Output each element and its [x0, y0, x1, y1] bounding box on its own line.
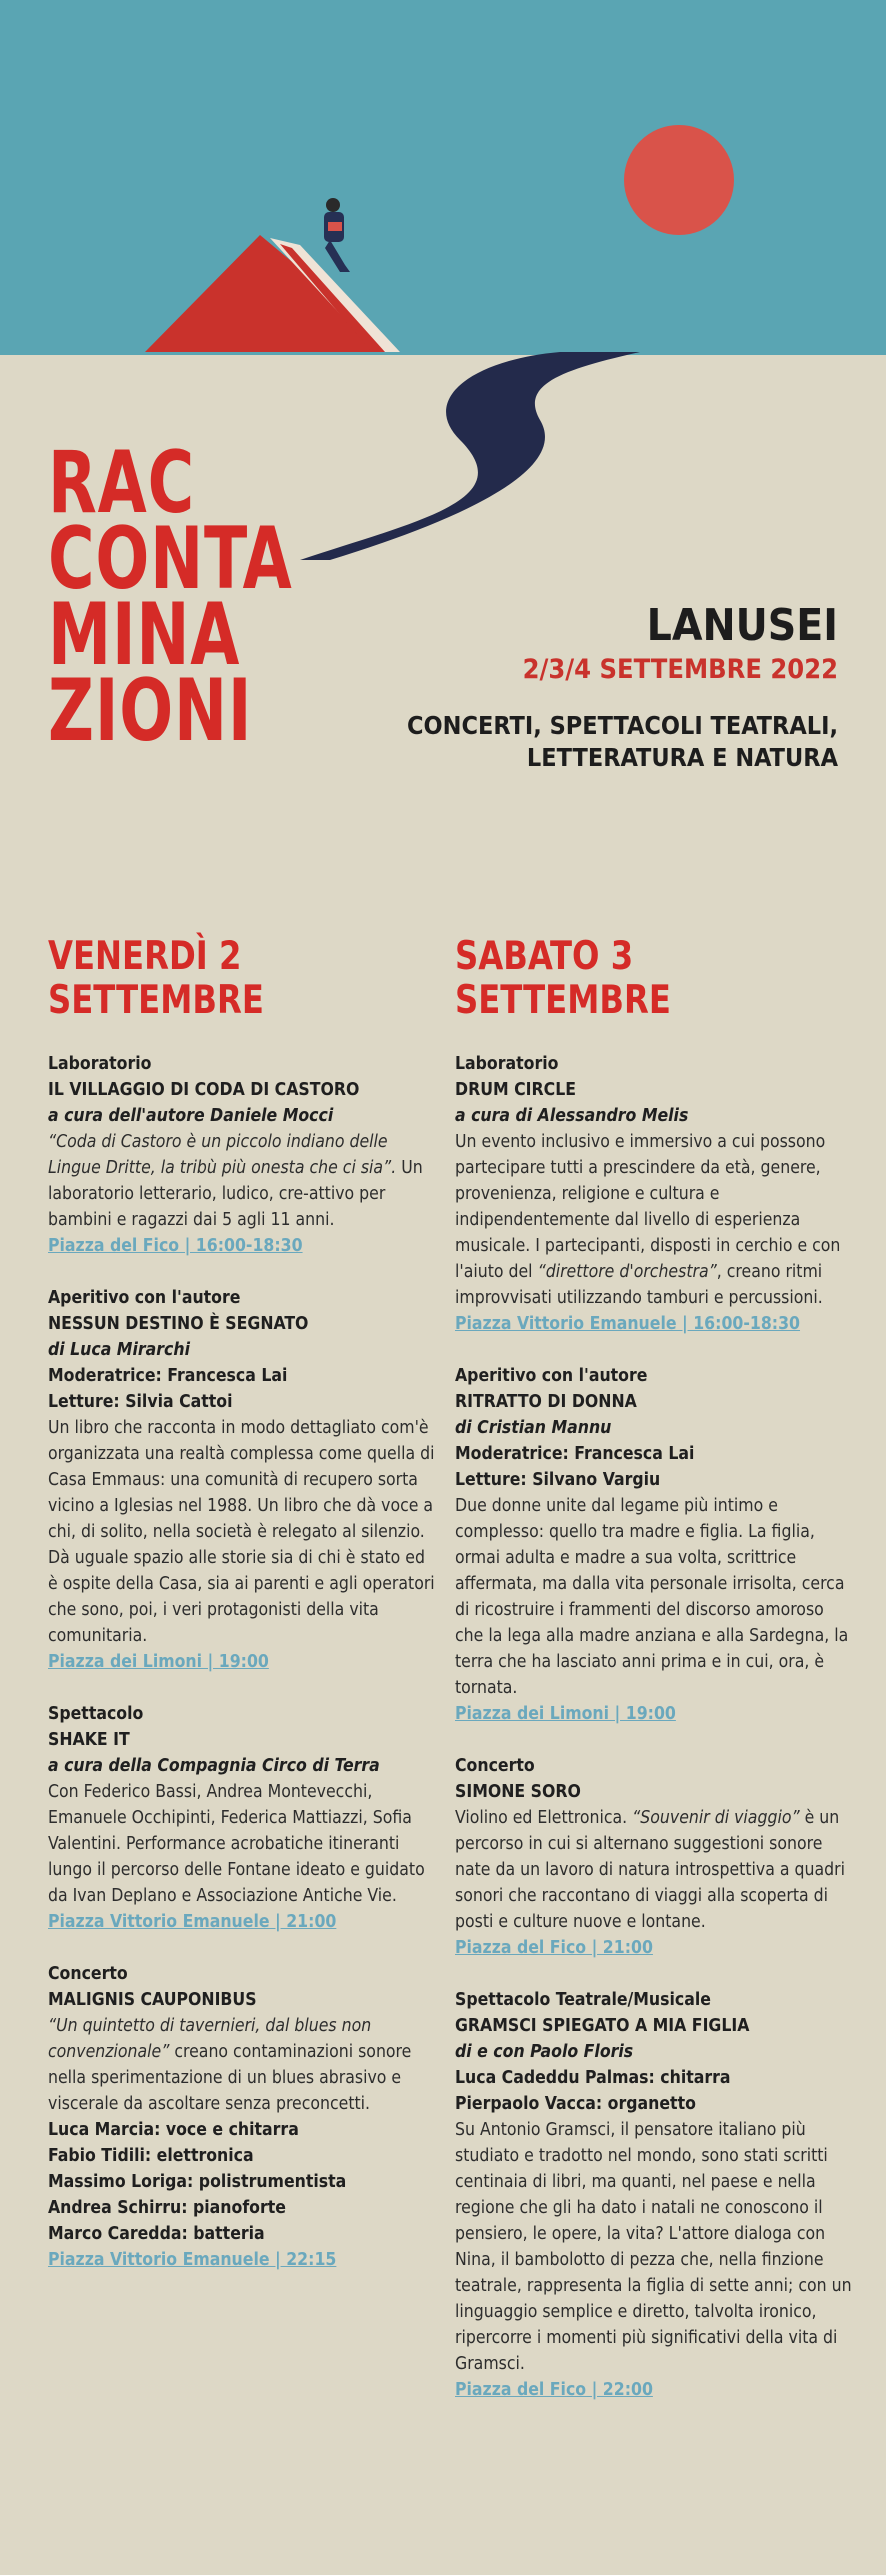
event-readings: Letture: Silvia Cattoi	[48, 1392, 233, 1412]
event-credit: Andrea Schirru: pianoforte	[48, 2198, 286, 2218]
event-description	[455, 1129, 855, 1311]
tagline	[407, 710, 838, 774]
event-moderator: Moderatrice: Francesca Lai	[455, 1444, 695, 1464]
event-simone-soro	[455, 1753, 855, 1961]
description-quote: “Coda di Castoro è un piccolo indiano delle Lingue Dritte, la tribù più onesta che ci sia”.	[48, 1132, 397, 1178]
logo-line-2: CONTA	[48, 509, 293, 609]
event-type: Concerto	[455, 1756, 535, 1776]
event-type: Concerto	[48, 1964, 128, 1984]
logo-line-3: MINA	[48, 585, 241, 685]
day-heading-friday	[48, 935, 407, 1023]
description-quote: “Souvenir di viaggio”	[632, 1808, 800, 1828]
event-malignis-cauponibus	[48, 1961, 438, 2273]
event-title: SHAKE IT	[48, 1730, 130, 1750]
tagline-line-2: LETTERATURA E NATURA	[526, 743, 838, 772]
event-title: RITRATTO DI DONNA	[455, 1392, 637, 1412]
event-title: DRUM CIRCLE	[455, 1080, 577, 1100]
description-quote: “direttore d'orchestra”	[537, 1262, 717, 1282]
event-location-link[interactable]: Piazza Vittorio Emanuele | 21:00	[48, 1912, 337, 1932]
city-name: LANUSEI	[646, 600, 838, 651]
event-description: Due donne unite dal legame più intimo e complesso: quello tra madre e figlia. La figlia, ormai adulta e madre a sua volta, scrittrice affermata, ma dalla vita personale irrisolta, cerca di ricostruire i frammenti del discorso amoroso che la lega alla madre anziana e alla Sardegna, la terra che ha lasciato anni prima e in cui, ora, è tornata.	[455, 1496, 849, 1698]
day-heading-line-2: SETTEMBRE	[48, 978, 264, 1023]
event-description	[455, 1805, 855, 1935]
event-type: Aperitivo con l'autore	[455, 1366, 648, 1386]
event-title: SIMONE SORO	[455, 1782, 581, 1802]
event-description	[48, 2013, 438, 2117]
event-curator: a cura di Alessandro Melis	[455, 1106, 689, 1126]
event-location-link[interactable]: Piazza dei Limoni | 19:00	[455, 1704, 676, 1724]
event-moderator: Moderatrice: Francesca Lai	[48, 1366, 288, 1386]
event-location-link[interactable]: Piazza del Fico | 21:00	[455, 1938, 653, 1958]
festival-dates: 2/3/4 SETTEMBRE 2022	[522, 654, 838, 685]
event-description: Su Antonio Gramsci, il pensatore italiano più studiato e tradotto nel mondo, sono stati scritti centinaia di libri, ma quanti, nel paese e nella regione che gli ha dato i natali ne conoscono il pensiero, le opere, la vita? L'attore dialoga con Nina, il bambolotto di pezza che, nella finzione teatrale, rappresenta la figlia di sette anni; con un linguaggio semplice e diretto, talvolta ironico, ripercorre i momenti più significativi della vita di Gramsci.	[455, 2120, 852, 2374]
logo-line-4: ZIONI	[48, 661, 253, 761]
description-text: Un evento inclusivo e immersivo a cui possono partecipare tutti a prescindere da età, genere, provenienza, religione e cultura e indipendentemente dal livello di esperienza musicale. I partecipanti, disposti in cerchio e con l'aiuto del	[455, 1132, 841, 1282]
event-title: GRAMSCI SPIEGATO A MIA FIGLIA	[455, 2016, 750, 2036]
event-title: IL VILLAGGIO DI CODA DI CASTORO	[48, 1080, 360, 1100]
event-gramsci	[455, 1987, 855, 2403]
day-heading-line-1: SABATO 3	[455, 934, 634, 979]
event-credit: Luca Cadeddu Palmas: chitarra	[455, 2068, 731, 2088]
event-credit: Pierpaolo Vacca: organetto	[455, 2094, 696, 2114]
event-description	[48, 1129, 438, 1233]
event-location-link[interactable]: Piazza Vittorio Emanuele | 16:00-18:30	[455, 1314, 801, 1334]
event-type: Spettacolo Teatrale/Musicale	[455, 1990, 711, 2010]
event-type: Laboratorio	[48, 1054, 152, 1074]
event-description: Un libro che racconta in modo dettagliato com'è organizzata una realtà complessa come quella di Casa Emmaus: una comunità di recupero sorta vicino a Iglesias nel 1988. Un libro che dà voce a chi, di solito, nella società è relegato al silenzio. Dà uguale spazio alle storie sia di chi è stato ed è ospite della Casa, sia ai parenti e agli operatori che sono, poi, i veri protagonisti della vita comunitaria.	[48, 1418, 435, 1646]
description-text-2: , creano ritmi improvvisati utilizzando tamburi e percussioni.	[455, 1262, 823, 1308]
description-text: Un laboratorio letterario, ludico, cre-attivo per bambini e ragazzi dai 5 agli 11 anni.	[48, 1158, 423, 1230]
event-title: NESSUN DESTINO È SEGNATO	[48, 1314, 309, 1334]
sky	[0, 0, 886, 355]
event-location-link[interactable]: Piazza del Fico | 16:00-18:30	[48, 1236, 303, 1256]
event-ritratto-di-donna	[455, 1363, 855, 1727]
event-description: Con Federico Bassi, Andrea Montevecchi, Emanuele Occhipinti, Federica Mattiazzi, Sofia Valentini. Performance acrobatiche itineranti lungo il percorso delle Fontane ideato e guidato da Ivan Deplano e Associazione Antiche Vie.	[48, 1782, 425, 1906]
event-coda-di-castoro	[48, 1051, 438, 1259]
event-curator: di Luca Mirarchi	[48, 1340, 190, 1360]
day-heading-saturday	[455, 935, 823, 1023]
event-location-link[interactable]: Piazza del Fico | 22:00	[455, 2380, 653, 2400]
event-curator: di e con Paolo Floris	[455, 2042, 634, 2062]
day-heading-line-2: SETTEMBRE	[455, 978, 671, 1023]
event-location-link[interactable]: Piazza dei Limoni | 19:00	[48, 1652, 269, 1672]
day-heading-line-1: VENERDÌ 2	[48, 934, 242, 979]
event-type: Laboratorio	[455, 1054, 559, 1074]
description-text: Violino ed Elettronica.	[455, 1808, 633, 1828]
event-shake-it	[48, 1701, 438, 1935]
friday-column	[48, 935, 438, 2299]
description-quote: “Un quintetto di tavernieri, dal blues non convenzionale”	[48, 2016, 372, 2062]
description-text: creano contaminazioni sonore nella sperimentazione di un blues abrasivo e viscerale da ascoltare senza preconcetti.	[48, 2042, 412, 2114]
event-curator: di Cristian Mannu	[455, 1418, 612, 1438]
event-credit: Fabio Tidili: elettronica	[48, 2146, 254, 2166]
event-credit: Marco Caredda: batteria	[48, 2224, 265, 2244]
event-title: MALIGNIS CAUPONIBUS	[48, 1990, 257, 2010]
event-curator: a cura dell'autore Daniele Mocci	[48, 1106, 334, 1126]
event-nessun-destino	[48, 1285, 438, 1675]
event-readings: Letture: Silvano Vargiu	[455, 1470, 661, 1490]
event-credit: Massimo Loriga: polistrumentista	[48, 2172, 347, 2192]
sun	[624, 125, 734, 235]
event-drum-circle	[455, 1051, 855, 1337]
event-curator: a cura della Compagnia Circo di Terra	[48, 1756, 380, 1776]
logo-line-1: RAC	[48, 433, 195, 533]
saturday-column	[455, 935, 855, 2429]
event-credit: Luca Marcia: voce e chitarra	[48, 2120, 299, 2140]
festival-info	[407, 600, 838, 774]
event-type: Spettacolo	[48, 1704, 144, 1724]
tagline-line-1: CONCERTI, SPETTACOLI TEATRALI,	[407, 711, 838, 740]
event-type: Aperitivo con l'autore	[48, 1288, 241, 1308]
description-text-2: è un percorso in cui si alternano suggestioni sonore nate da un lavoro di natura introspettiva a quadri sonori che raccontano di viaggi alla scoperta di posti e culture nuove e lontane.	[455, 1808, 845, 1932]
festival-logo	[48, 433, 346, 761]
event-location-link[interactable]: Piazza Vittorio Emanuele | 22:15	[48, 2250, 337, 2270]
